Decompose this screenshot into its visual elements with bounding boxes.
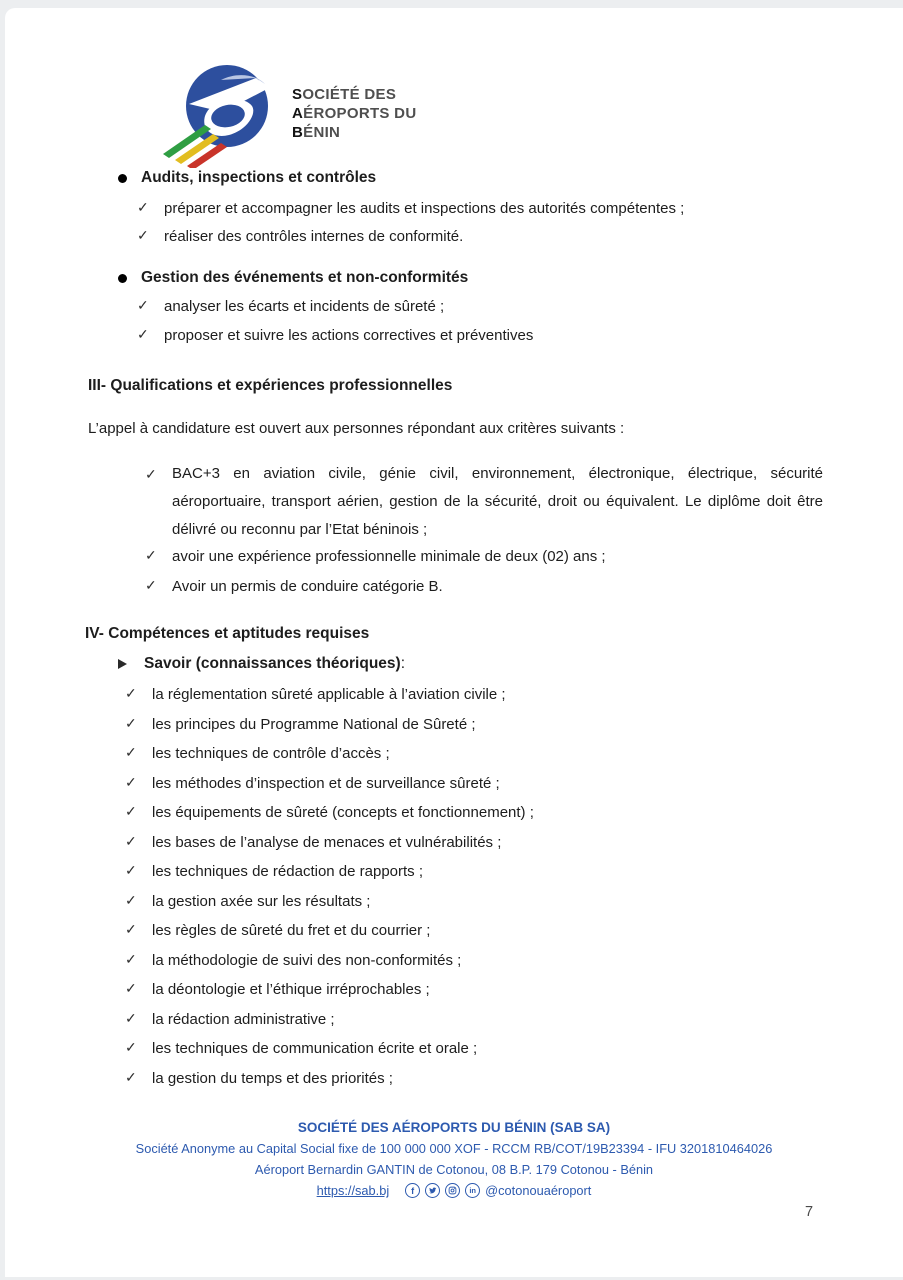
list-item [125,715,534,734]
logo-text-line [292,123,416,142]
arrow-bullet-icon [118,659,127,669]
check-icon: ✓ [125,714,137,731]
list-item-text: la rédaction administrative ; [152,1010,335,1028]
list-item-text: les techniques de rédaction de rapports ; [152,863,424,880]
logo-initial: S [292,85,303,103]
check-icon: ✓ [145,547,157,563]
list-item-text: la gestion axée sur les résultats ; [152,892,371,910]
check-icon: ✓ [125,1039,137,1055]
bullet-icon [118,174,127,183]
list-item-text: les règles de sûreté du fret et du courrier ; [152,922,431,939]
list-item-text: les principes du Programme National de Sûreté ; [152,715,476,733]
list-item [137,297,444,316]
check-icon: ✓ [125,1068,137,1085]
check-icon: ✓ [137,326,149,342]
check-icon: ✓ [125,862,137,878]
list-item [125,980,534,999]
social-handle: @cotonouaéroport [485,1183,592,1198]
page-number: 7 [805,1204,814,1220]
list-item [125,685,534,704]
logo-word: OCIÉTÉ DES [302,85,397,103]
list-item-text: préparer et accompagner les audits et inspections des autorités compétentes ; [164,200,685,217]
section-title-audits [118,169,376,187]
check-icon: ✓ [137,199,149,215]
list-item [145,547,606,566]
list-item-text: les techniques de contrôle d’accès ; [152,745,390,762]
twitter-icon[interactable] [425,1183,440,1198]
heading-qualifications: III- Qualifications et expériences professionnelles [88,377,453,394]
list-item-text: les techniques de communication écrite et orale ; [152,1040,478,1057]
subheading-savoir [118,655,405,673]
list-item-text: Avoir un permis de conduire catégorie B. [172,578,443,595]
footer [5,1120,903,1198]
list-item [125,744,534,763]
logo-initial: A [292,104,304,122]
list-item-text: réaliser des contrôles internes de conformité. [164,228,464,245]
check-icon: ✓ [125,832,137,849]
list-item [125,892,534,911]
list-item [125,862,534,881]
section-title-text: Audits, inspections et contrôles [141,169,377,186]
list-item [137,227,463,246]
list-item-text: la gestion du temps et des priorités ; [152,1069,393,1087]
list-item [125,921,534,940]
logo-word: ÉNIN [303,123,341,141]
list-item [137,326,533,345]
check-icon: ✓ [145,466,157,482]
check-icon: ✓ [125,773,137,790]
logo-text-line [292,104,416,123]
footer-address-line: Aéroport Bernardin GANTIN de Cotonou, 08 B.P. 179 Cotonou - Bénin [254,1162,654,1177]
list-item [125,1069,534,1088]
list-item-text: analyser les écarts et incidents de sûreté ; [164,298,445,315]
list-item [125,1039,534,1058]
check-icon: ✓ [125,1009,137,1026]
check-icon: ✓ [125,744,137,760]
heading-competences: IV- Compétences et aptitudes requises [85,625,370,642]
bullet-icon [118,274,127,283]
list-item [125,951,534,970]
list-item-text: la méthodologie de suivi des non-conformités ; [152,951,462,969]
document-page [5,8,903,1277]
logo-word: ÉROPORTS DU [303,104,417,122]
savoir-list [125,685,534,1098]
list-item [125,803,534,822]
check-icon: ✓ [125,921,137,937]
instagram-icon[interactable] [445,1183,460,1198]
check-icon: ✓ [125,685,137,701]
list-item [145,577,443,596]
footer-legal-line: Société Anonyme au Capital Social fixe de 100 000 000 XOF - RCCM RB/COT/19B23394 - IFU 3201810464026 [135,1141,773,1156]
list-item-text: les méthodes d’inspection et de surveillance sûreté ; [152,774,500,792]
section-title-text: Gestion des événements et non-conformités [141,269,469,286]
list-item-text: BAC+3 en aviation civile, génie civil, environnement, électronique, électrique, sécurité aéroportuaire, transport aérien, gestion de la sécurité, droit ou équivalent. Le diplôme doit être délivré ou reconnu par l’Etat béninois ; [172,465,823,538]
sab-logo [161,58,416,168]
footer-links-row [5,1183,903,1198]
logo-initial: B [292,123,304,141]
list-item [137,199,684,218]
list-item [125,774,534,793]
check-icon: ✓ [137,227,149,243]
check-icon: ✓ [125,980,137,996]
check-icon: ✓ [125,950,137,967]
list-item [145,460,827,544]
list-item-text: les bases de l’analyse de menaces et vulnérabilités ; [152,833,502,851]
logo-text [292,85,416,142]
list-item-text: les équipements de sûreté (concepts et fonctionnement) ; [152,804,534,821]
list-item-text: proposer et suivre les actions correctives et préventives [164,327,534,344]
check-icon: ✓ [137,297,149,313]
sab-logo-icon [161,58,279,168]
section-title-gestion [118,269,468,287]
list-item [125,1010,534,1029]
list-item-text: la réglementation sûreté applicable à l’aviation civile ; [152,686,506,703]
check-icon: ✓ [145,577,157,593]
list-item [125,833,534,852]
logo-text-line [292,85,416,104]
list-item-text: avoir une expérience professionnelle minimale de deux (02) ans ; [172,548,606,565]
check-icon: ✓ [125,803,137,819]
check-icon: ✓ [125,891,137,908]
facebook-icon[interactable]: f [405,1183,420,1198]
subheading-suffix: : [400,655,406,672]
linkedin-icon[interactable]: in [465,1183,480,1198]
list-item-text: la déontologie et l’éthique irréprochables ; [152,981,430,998]
footer-company-name: SOCIÉTÉ DES AÉROPORTS DU BÉNIN (SAB SA) [297,1120,611,1135]
intro-paragraph: L’appel à candidature est ouvert aux personnes répondant aux critères suivants : [88,420,625,437]
website-link[interactable]: https://sab.bj [316,1183,390,1198]
subheading-text: Savoir (connaissances théoriques) [144,655,401,672]
